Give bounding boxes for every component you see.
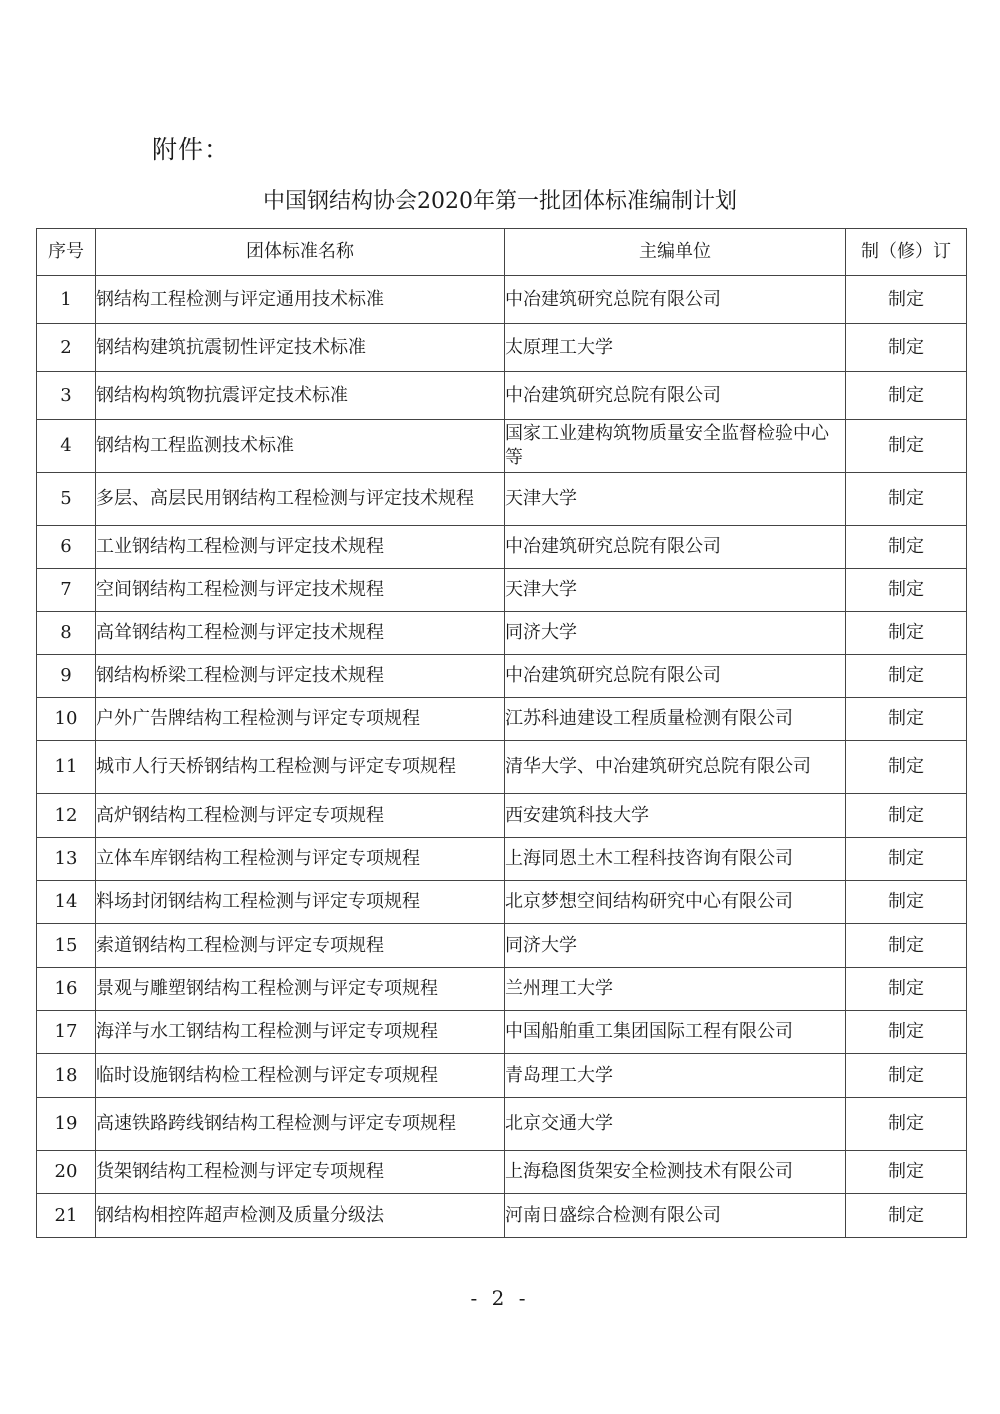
standard-name: 钢结构工程检测与评定通用技术标准 — [96, 276, 505, 324]
row-number: 19 — [37, 1098, 96, 1151]
editor-organization: 中冶建筑研究总院有限公司 — [505, 526, 846, 569]
row-number: 14 — [37, 881, 96, 924]
table-row — [37, 741, 967, 794]
standard-name: 货架钢结构工程检测与评定专项规程 — [96, 1151, 505, 1194]
editor-organization: 太原理工大学 — [505, 324, 846, 372]
row-number: 8 — [37, 612, 96, 655]
row-number: 17 — [37, 1011, 96, 1054]
editor-organization: 中冶建筑研究总院有限公司 — [505, 276, 846, 324]
table-row — [37, 794, 967, 838]
editor-organization: 上海稳图货架安全检测技术有限公司 — [505, 1151, 846, 1194]
row-number: 6 — [37, 526, 96, 569]
standard-name: 钢结构桥梁工程检测与评定技术规程 — [96, 655, 505, 698]
row-number: 12 — [37, 794, 96, 838]
row-number: 10 — [37, 698, 96, 741]
standard-name: 钢结构建筑抗震韧性评定技术标准 — [96, 324, 505, 372]
editor-organization: 国家工业建构筑物质量安全监督检验中心等 — [505, 420, 846, 473]
standard-name: 高耸钢结构工程检测与评定技术规程 — [96, 612, 505, 655]
row-number: 9 — [37, 655, 96, 698]
document-title: 中国钢结构协会2020年第一批团体标准编制计划 — [263, 189, 737, 214]
table-row — [37, 881, 967, 924]
standard-name: 城市人行天桥钢结构工程检测与评定专项规程 — [96, 741, 505, 794]
editor-organization: 上海同恩土木工程科技咨询有限公司 — [505, 838, 846, 881]
header-org: 主编单位 — [505, 229, 846, 276]
revision-type: 制定 — [846, 569, 967, 612]
row-number: 2 — [37, 324, 96, 372]
revision-type: 制定 — [846, 372, 967, 420]
editor-organization: 青岛理工大学 — [505, 1054, 846, 1098]
table-row — [37, 1054, 967, 1098]
revision-type: 制定 — [846, 1194, 967, 1238]
revision-type: 制定 — [846, 1054, 967, 1098]
table-row — [37, 324, 967, 372]
standard-name: 立体车库钢结构工程检测与评定专项规程 — [96, 838, 505, 881]
table-row — [37, 276, 967, 324]
row-number: 21 — [37, 1194, 96, 1238]
table-row — [37, 569, 967, 612]
table-header-row — [37, 229, 967, 276]
table-row — [37, 612, 967, 655]
standard-name: 钢结构相控阵超声检测及质量分级法 — [96, 1194, 505, 1238]
revision-type: 制定 — [846, 526, 967, 569]
revision-type: 制定 — [846, 1011, 967, 1054]
standard-name: 料场封闭钢结构工程检测与评定专项规程 — [96, 881, 505, 924]
standard-name: 空间钢结构工程检测与评定技术规程 — [96, 569, 505, 612]
table-row — [37, 968, 967, 1011]
revision-type: 制定 — [846, 881, 967, 924]
editor-organization: 北京梦想空间结构研究中心有限公司 — [505, 881, 846, 924]
header-type: 制（修）订 — [846, 229, 967, 276]
editor-organization: 河南日盛综合检测有限公司 — [505, 1194, 846, 1238]
editor-organization: 天津大学 — [505, 473, 846, 526]
standard-name: 高炉钢结构工程检测与评定专项规程 — [96, 794, 505, 838]
revision-type: 制定 — [846, 924, 967, 968]
table-row — [37, 1098, 967, 1151]
revision-type: 制定 — [846, 1151, 967, 1194]
revision-type: 制定 — [846, 473, 967, 526]
attachment-label: 附件： — [152, 135, 231, 164]
row-number: 16 — [37, 968, 96, 1011]
row-number: 5 — [37, 473, 96, 526]
standard-name: 工业钢结构工程检测与评定技术规程 — [96, 526, 505, 569]
row-number: 4 — [37, 420, 96, 473]
table-row — [37, 420, 967, 473]
editor-organization: 中冶建筑研究总院有限公司 — [505, 372, 846, 420]
table-row — [37, 372, 967, 420]
revision-type: 制定 — [846, 698, 967, 741]
editor-organization: 北京交通大学 — [505, 1098, 846, 1151]
row-number: 20 — [37, 1151, 96, 1194]
standards-plan-table — [36, 228, 967, 1238]
standard-name: 景观与雕塑钢结构工程检测与评定专项规程 — [96, 968, 505, 1011]
table-row — [37, 526, 967, 569]
revision-type: 制定 — [846, 324, 967, 372]
editor-organization: 中冶建筑研究总院有限公司 — [505, 655, 846, 698]
table-row — [37, 655, 967, 698]
standard-name: 多层、高层民用钢结构工程检测与评定技术规程 — [96, 473, 505, 526]
revision-type: 制定 — [846, 276, 967, 324]
revision-type: 制定 — [846, 612, 967, 655]
editor-organization: 江苏科迪建设工程质量检测有限公司 — [505, 698, 846, 741]
header-name: 团体标准名称 — [96, 229, 505, 276]
row-number: 13 — [37, 838, 96, 881]
editor-organization: 中国船舶重工集团国际工程有限公司 — [505, 1011, 846, 1054]
standard-name: 户外广告牌结构工程检测与评定专项规程 — [96, 698, 505, 741]
row-number: 11 — [37, 741, 96, 794]
row-number: 18 — [37, 1054, 96, 1098]
table-row — [37, 1011, 967, 1054]
table-row — [37, 838, 967, 881]
page-number: - 2 - — [470, 1286, 530, 1310]
table-row — [37, 698, 967, 741]
revision-type: 制定 — [846, 741, 967, 794]
standard-name: 高速铁路跨线钢结构工程检测与评定专项规程 — [96, 1098, 505, 1151]
editor-organization: 同济大学 — [505, 612, 846, 655]
revision-type: 制定 — [846, 420, 967, 473]
standard-name: 钢结构工程监测技术标准 — [96, 420, 505, 473]
standard-name: 海洋与水工钢结构工程检测与评定专项规程 — [96, 1011, 505, 1054]
revision-type: 制定 — [846, 655, 967, 698]
row-number: 1 — [37, 276, 96, 324]
table-row — [37, 1151, 967, 1194]
revision-type: 制定 — [846, 794, 967, 838]
editor-organization: 西安建筑科技大学 — [505, 794, 846, 838]
editor-organization: 清华大学、中冶建筑研究总院有限公司 — [505, 741, 846, 794]
editor-organization: 同济大学 — [505, 924, 846, 968]
editor-organization: 兰州理工大学 — [505, 968, 846, 1011]
editor-organization: 天津大学 — [505, 569, 846, 612]
revision-type: 制定 — [846, 838, 967, 881]
header-no: 序号 — [37, 229, 96, 276]
standard-name: 索道钢结构工程检测与评定专项规程 — [96, 924, 505, 968]
standard-name: 临时设施钢结构检工程检测与评定专项规程 — [96, 1054, 505, 1098]
row-number: 15 — [37, 924, 96, 968]
table-row — [37, 924, 967, 968]
standard-name: 钢结构构筑物抗震评定技术标准 — [96, 372, 505, 420]
revision-type: 制定 — [846, 968, 967, 1011]
table-row — [37, 1194, 967, 1238]
row-number: 3 — [37, 372, 96, 420]
row-number: 7 — [37, 569, 96, 612]
table-row — [37, 473, 967, 526]
revision-type: 制定 — [846, 1098, 967, 1151]
